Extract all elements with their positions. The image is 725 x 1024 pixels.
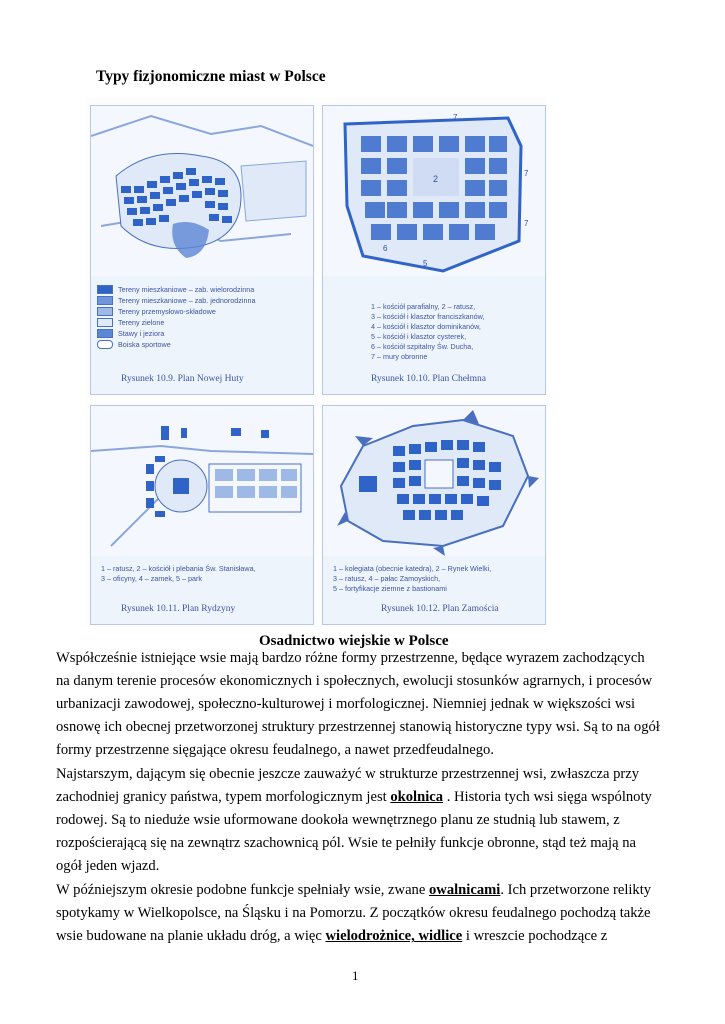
text-line: urbanizacji zawodowej, społeczno-kulturowej i morfologicznej. Niemniej jednak w większości wsi xyxy=(56,696,636,713)
city-plans-figure xyxy=(86,97,548,627)
text-line: wsie budowane na planie układu dróg, a więc wielodrożnice, widlice i wreszcie pochodzące z xyxy=(56,928,608,945)
term-okolnica: okolnica xyxy=(390,789,444,806)
text-line: Najstarszym, dającym się obecnie jeszcze zauważyć w strukturze przestrzennej wsi, zwłaszcza przy xyxy=(56,766,640,782)
map-label: 7 xyxy=(524,169,529,178)
legend-item: Tereny mieszkaniowe – zab. wielorodzinna xyxy=(97,284,255,295)
term-owalnica: owalnicami xyxy=(428,882,501,898)
map-legend xyxy=(97,284,255,350)
map-label: 2 xyxy=(433,174,439,184)
map-key: 1 – kolegiata (obecnie katedra), 2 – Rynek Wielki, 3 – ratusz, 4 – pałac Zamoyskich, 5 – fortyfikacje ziemne z bastionami xyxy=(333,564,492,593)
nowa-huta-map xyxy=(91,106,313,276)
figure-caption: Rysunek 10.9. Plan Nowej Huty xyxy=(121,374,244,384)
text-line: ogół jeden wjazd. xyxy=(56,858,160,875)
text-line: Współcześnie istniejące wsie mają bardzo różne formy przestrzenne, będące wyrazem zachodzących xyxy=(56,650,645,666)
section-title: Osadnictwo wiejskie w Polsce xyxy=(259,633,449,649)
legend-item: Tereny przemysłowo-składowe xyxy=(97,306,255,317)
legend-swatch xyxy=(97,318,113,327)
zamosc-map xyxy=(323,406,545,556)
figure-caption: Rysunek 10.10. Plan Chełmna xyxy=(371,374,486,384)
text-line: rozpościerającą się na zewnątrz szachownicą pól. Wsie te pełniły funkcje obronne, stąd też mają na xyxy=(56,835,636,852)
text-line: osnowę ich obecnej przetworzonej struktury przestrzennej stanowią historyczne typy wsi. Są to na ogół xyxy=(56,719,660,736)
legend-swatch xyxy=(97,307,113,316)
legend-swatch xyxy=(97,329,113,338)
page-title: Typy fizjonomiczne miast w Polsce xyxy=(96,68,326,85)
legend-item: Boiska sportowe xyxy=(97,339,255,350)
rydzyna-map xyxy=(91,406,313,556)
plan-chelmno xyxy=(322,105,546,395)
plan-rydzyna xyxy=(90,405,314,625)
paragraph-2 xyxy=(56,763,656,878)
text-line: W późniejszym okresie podobne funkcje spełniały wsie, zwane owalnicami. Ich przetworzone relikty xyxy=(56,882,652,898)
page-number: 1 xyxy=(352,968,359,983)
paragraph-1 xyxy=(56,647,660,762)
figure-caption: Rysunek 10.12. Plan Zamościa xyxy=(381,604,499,614)
map-label: 7 xyxy=(524,219,529,228)
map-key: 1 – kościół parafialny, 2 – ratusz, 3 – kościół i klasztor franciszkanów, 4 – kościół i klasztor dominikanów, 5 – kościół i klasztor cysterek, 6 – kościół szpitalny Św. Ducha, 7 – mury obronne xyxy=(371,302,485,361)
plan-nowa-huta xyxy=(90,105,314,395)
plan-zamosc xyxy=(322,405,546,625)
text-line: spotykamy w Wielkopolsce, na Śląsku i na Pomorzu. Z początków okresu feudalnego pochodzą także xyxy=(56,905,651,922)
legend-item: Tereny zielone xyxy=(97,317,255,328)
text-line: rodowej. Są to nieduże wsie uformowane dookoła wewnętrznego planu ze studnią lub stawem, z xyxy=(56,812,620,829)
text-line: na danym terenie procesów ekonomicznych i społecznych, ewolucji stosunków agrarnych, i procesów xyxy=(56,673,653,690)
legend-swatch xyxy=(97,296,113,305)
map-label: 7 xyxy=(453,113,458,122)
text-line: formy przestrzenne sięgające okresu feudalnego, a nawet przedfeudalnego. xyxy=(56,742,495,759)
legend-swatch xyxy=(97,340,113,349)
map-label: 6 xyxy=(383,244,388,253)
legend-swatch xyxy=(97,285,113,294)
term-wielodroznice: wielodrożnice, widlice xyxy=(325,928,463,945)
chelmno-map xyxy=(323,106,545,276)
map-key: 1 – ratusz, 2 – kościół i plebania Św. Stanisława, 3 – oficyny, 4 – zamek, 5 – park xyxy=(101,564,256,583)
figure-caption: Rysunek 10.11. Plan Rydzyny xyxy=(121,604,236,614)
text-line: zachodniej granicy państwa, typem morfologicznym jest okolnica . Historia tych wsi sięga wspólnoty xyxy=(56,789,652,806)
legend-item: Stawy i jeziora xyxy=(97,328,255,339)
legend-item: Tereny mieszkaniowe – zab. jednorodzinna xyxy=(97,295,255,306)
paragraph-3 xyxy=(56,879,656,948)
map-label: 5 xyxy=(423,259,428,268)
